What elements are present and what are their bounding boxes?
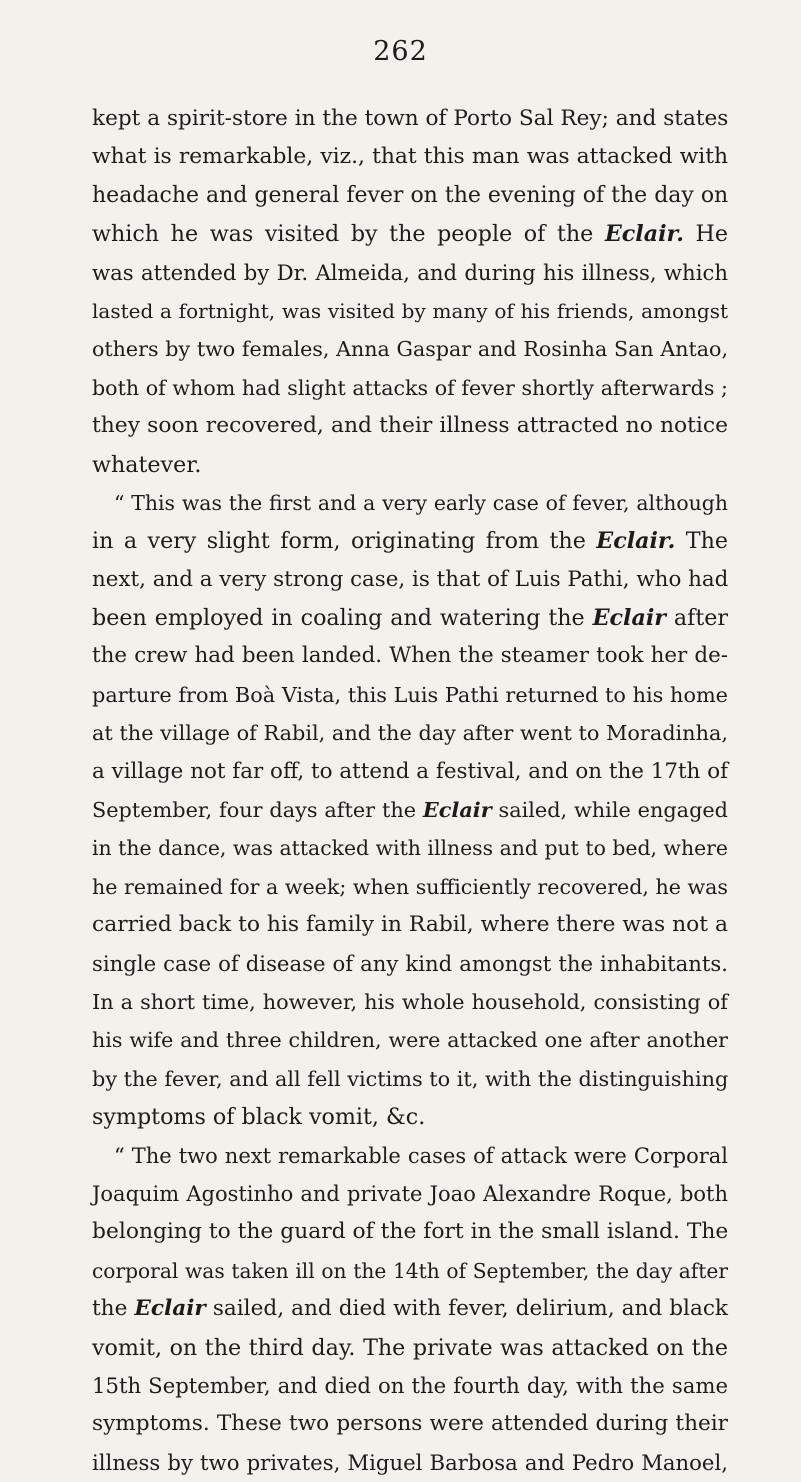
text-segment: sailed, while engaged — [491, 798, 728, 823]
text-line: parture from Boà Vista, this Luis Pathi returned to his home — [92, 682, 728, 707]
text-segment: in a very slight form, originating from the — [92, 528, 597, 555]
text-line — [92, 522, 728, 560]
text-line — [92, 599, 728, 637]
ship-name-italic: Eclair. — [604, 221, 684, 248]
ship-name-italic: Eclair — [422, 797, 492, 823]
ship-name-italic: Eclair — [134, 1296, 206, 1322]
text-line: at the village of Rabil, and the day after went to Moradinha, — [92, 721, 728, 746]
text-line: a village not far off, to attend a festival, and on the 17th of — [92, 758, 728, 784]
text-line: next, and a very strong case, is that of Luis Pathi, who had — [92, 566, 729, 592]
text-line: symptoms of black vomit, &c. — [92, 1104, 426, 1131]
text-line: vomit, on the third day. The private was attacked on the — [92, 1334, 728, 1361]
text-line: whatever. — [92, 451, 202, 478]
text-line: belonging to the guard of the fort in the small island. The — [92, 1219, 729, 1245]
text-line: corporal was taken ill on the 14th of September, the day after — [92, 1258, 728, 1283]
text-line: kept a spirit-store in the town of Porto Sal Rey; and states — [92, 106, 729, 131]
text-segment: September, four days after the — [92, 798, 423, 823]
text-segment: He — [683, 221, 728, 248]
text-segment: after — [665, 605, 728, 632]
ship-name-italic: Eclair. — [596, 528, 676, 555]
text-line: by the fever, and all fell victims to it, with the distinguishing — [92, 1066, 729, 1091]
text-line: in the dance, was attacked with illness and put to bed, where — [92, 836, 728, 861]
text-line: his wife and three children, were attacked one after another — [92, 1028, 728, 1053]
text-line: was attended by Dr. Almeida, and during his illness, which — [92, 259, 728, 285]
text-line: what is remarkable, viz., that this man was attacked with — [92, 144, 728, 170]
body-text — [92, 100, 728, 1482]
text-line: “ The two next remarkable cases of attack were Corporal — [114, 1143, 728, 1168]
text-line: headache and general fever on the evening of the day on — [92, 182, 729, 208]
text-line — [92, 215, 728, 253]
text-line: he remained for a week; when sufficiently recovered, he was — [92, 874, 728, 899]
text-line: symptoms. These two persons were attended during their — [92, 1411, 728, 1437]
ship-name-italic: Eclair — [592, 605, 666, 632]
text-line: others by two females, Anna Gaspar and Rosinha San Antao, — [92, 337, 728, 362]
text-line: lasted a fortnight, was visited by many of his friends, amongst — [92, 298, 728, 323]
text-line: carried back to his family in Rabil, where there was not a — [92, 912, 728, 938]
text-line: the crew had been landed. When the steamer took her de- — [92, 643, 728, 669]
text-segment: the — [92, 1296, 135, 1322]
text-segment: been employed in coaling and watering the — [92, 605, 593, 632]
text-segment: which he was visited by the people of the — [92, 221, 605, 248]
text-line: Joaquim Agostinho and private Joao Alexandre Roque, both — [92, 1181, 728, 1206]
text-line: 15th September, and died on the fourth day, with the same — [92, 1372, 728, 1398]
text-segment: The — [675, 528, 728, 555]
text-line: In a short time, however, his whole household, consisting of — [92, 989, 728, 1014]
page-number: 262 — [373, 36, 428, 67]
text-line: single case of disease of any kind amongst the inhabitants. — [92, 950, 728, 976]
text-segment: sailed, and died with fever, delirium, and black — [205, 1296, 728, 1322]
text-line: “ This was the first and a very early case of fever, although — [114, 490, 728, 515]
text-line: they soon recovered, and their illness attracted no notice — [92, 413, 728, 439]
text-line: both of whom had slight attacks of fever shortly afterwards ; — [92, 375, 728, 400]
text-line: illness by two privates, Miguel Barbosa and Pedro Manoel, — [92, 1449, 728, 1475]
text-line — [92, 1290, 728, 1328]
text-line — [92, 791, 728, 829]
